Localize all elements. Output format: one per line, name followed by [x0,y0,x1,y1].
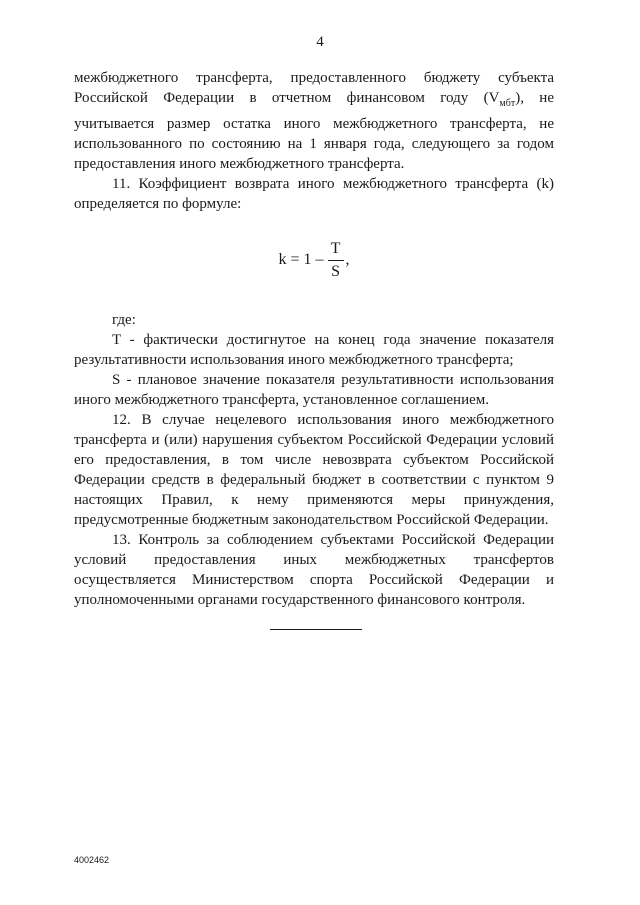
page-number: 4 [316,34,324,50]
formula-tail: , [345,251,350,268]
paragraph-continuation [74,68,554,174]
paragraph-13: 13. Контроль за соблюдением субъектами Российской Федерации условий предоставления иных межбюджетных трансфертов осуществляется Министерством спорта Российской Федерации и уполномоченными органами государственного финансового контроля. [74,532,554,608]
fraction-bar [328,260,344,261]
formula-k [74,232,554,288]
formula-numerator: T [330,239,341,257]
definition-s: S - плановое значение показателя результативности использования иного межбюджетного трансферта, установленное соглашением. [74,372,554,408]
end-of-text-rule [270,629,362,630]
document-body [74,68,554,610]
paragraph-12: 12. В случае нецелевого использования иного межбюджетного трансферта и (или) нарушения субъектом Российской Федерации условий его предоставления, в том числе невозврата субъектом Российской Федерации средств в федеральный бюджет в соответствии с пунктом 9 настоящих Правил, к нему применяются меры принуждения, предусмотренные бюджетным законодательством Российской Федерации. [74,412,554,528]
subscript-mbt: мбт [499,98,516,109]
paragraph-11: 11. Коэффициент возврата иного межбюджетного трансферта (k) определяется по формуле: [74,176,554,212]
definition-t: T - фактически достигнутое на конец года значение показателя результативности использования иного межбюджетного трансферта; [74,332,554,368]
formula-fraction [328,240,344,281]
where-label: где: [112,312,136,328]
document-id: 4002462 [74,855,110,865]
continuation-text: межбюджетного трансферта, предоставленного бюджету субъекта Российской Федерации в отчетном финансовом году (V [74,70,554,106]
continuation-text-end: ), не учитывается размер остатка иного межбюджетного трансферта, не использованного по состоянию на 1 января года, следующего за годом предоставления иного межбюджетного трансферта. [74,90,554,172]
formula-denominator: S [331,262,340,280]
formula-lhs: k = 1 – [278,251,324,268]
